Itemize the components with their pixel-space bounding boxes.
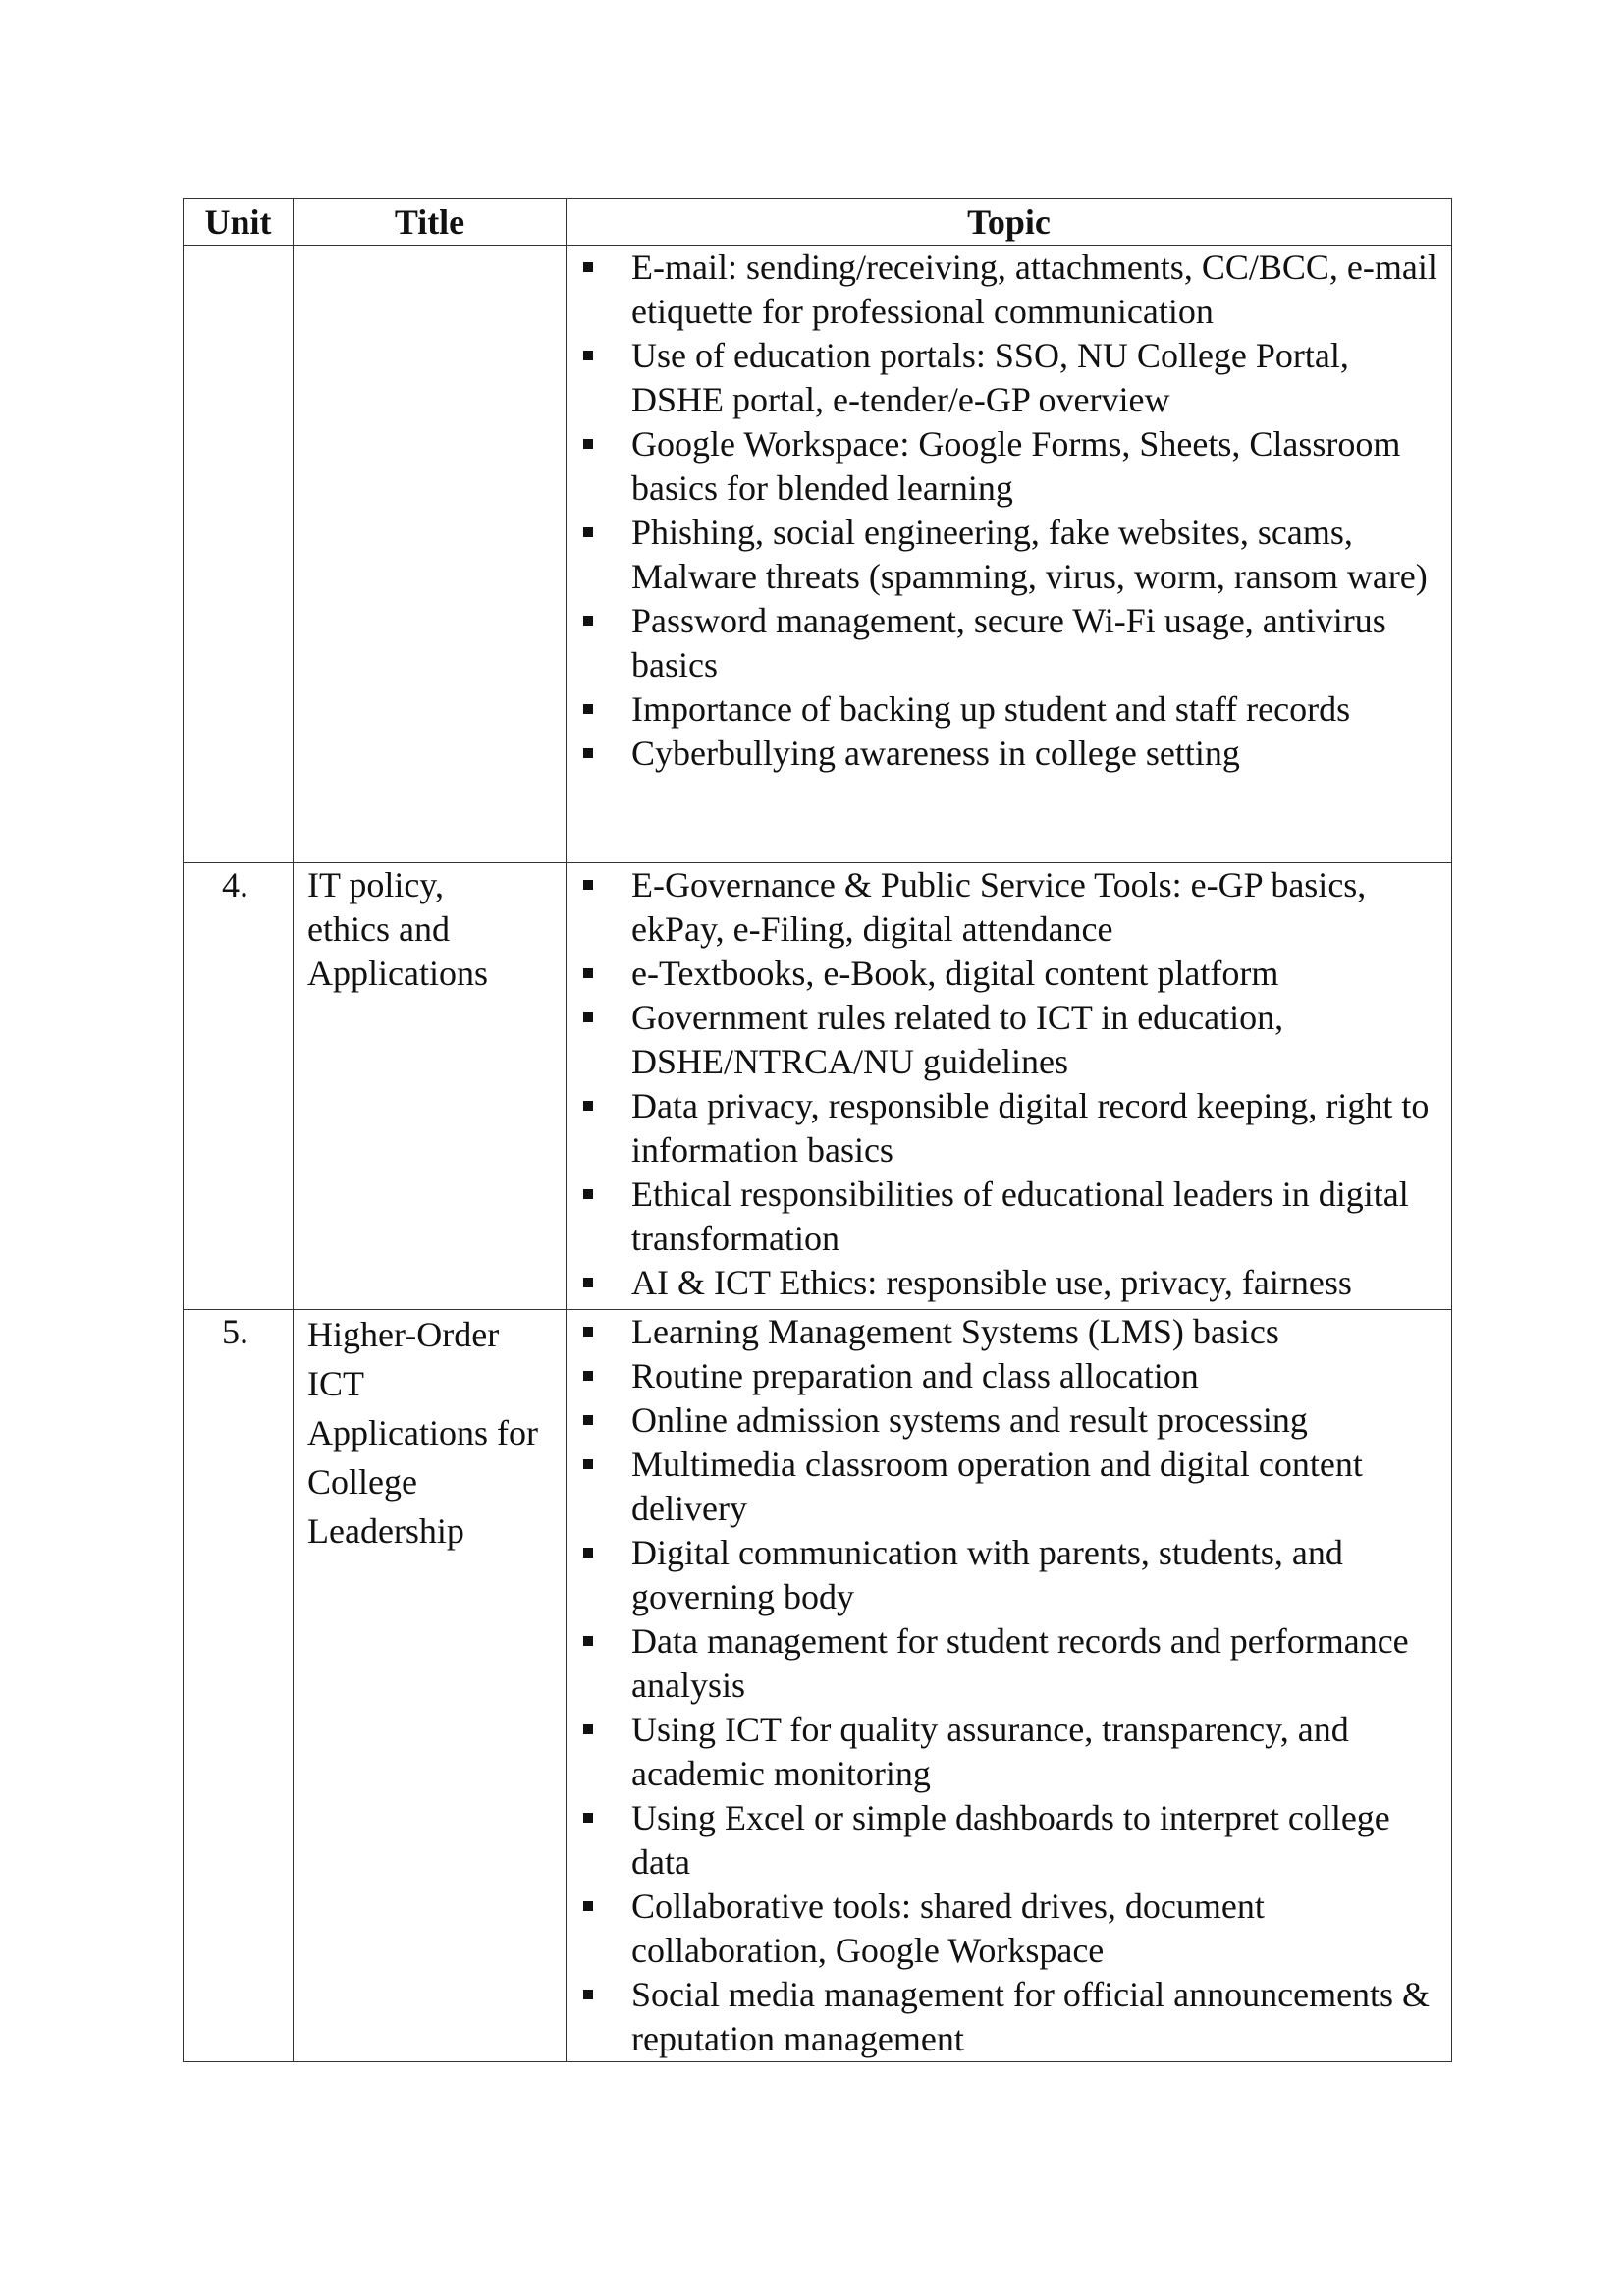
topic-cell [567,1310,1452,2062]
topic-item: Digital communication with parents, students, and governing body [567,1531,1441,1619]
topic-item: Password management, secure Wi-Fi usage, antivirus basics [567,599,1441,687]
header-title: Title [294,199,567,246]
unit-cell: 4. [184,863,294,1310]
title-line: ethics and [307,909,450,949]
table-row [184,1310,1452,2062]
topic-item: Multimedia classroom operation and digital content delivery [567,1443,1441,1531]
topic-item: Data management for student records and performance analysis [567,1619,1441,1708]
title-cell [294,863,567,1310]
topic-list [567,863,1441,1305]
header-unit: Unit [184,199,294,246]
header-row [184,199,1452,246]
title-line: ICT [307,1364,364,1403]
topic-item: Routine preparation and class allocation [567,1354,1441,1398]
topic-item: E-mail: sending/receiving, attachments, CC/BCC, e-mail etiquette for professional communication [567,246,1441,334]
topic-item: AI & ICT Ethics: responsible use, privacy, fairness [567,1261,1441,1305]
title-line: Applications [307,954,488,993]
title-cell [294,1310,567,2062]
header-topic: Topic [567,199,1452,246]
topic-item: Online admission systems and result processing [567,1398,1441,1443]
topic-item: Learning Management Systems (LMS) basics [567,1310,1441,1354]
topic-item: Data privacy, responsible digital record keeping, right to information basics [567,1084,1441,1173]
title-cell [294,246,567,863]
topic-item: Government rules related to ICT in education, DSHE/NTRCA/NU guidelines [567,996,1441,1084]
topic-item: Use of education portals: SSO, NU College Portal, DSHE portal, e-tender/e-GP overview [567,334,1441,422]
topic-cell [567,863,1452,1310]
table-row [184,246,1452,863]
topic-item: Google Workspace: Google Forms, Sheets, Classroom basics for blended learning [567,422,1441,511]
topic-list [567,246,1441,776]
topic-item: Collaborative tools: shared drives, document collaboration, Google Workspace [567,1885,1441,1973]
topic-item: Ethical responsibilities of educational leaders in digital transformation [567,1173,1441,1261]
topic-item: e-Textbooks, e-Book, digital content platform [567,952,1441,996]
title-line: College [307,1462,417,1502]
topic-item: Phishing, social engineering, fake websites, scams, Malware threats (spamming, virus, worm, ransom ware) [567,511,1441,599]
topic-item: Importance of backing up student and staff records [567,687,1441,732]
unit-cell: 5. [184,1310,294,2062]
unit-cell [184,246,294,863]
title-line: Applications for [307,1413,538,1452]
title-line: IT policy, [307,865,444,904]
topic-item: Cyberbullying awareness in college setting [567,732,1441,776]
table-row [184,863,1452,1310]
title-line: Leadership [307,1511,464,1551]
topic-item: Using Excel or simple dashboards to interpret college data [567,1796,1441,1885]
syllabus-table [183,198,1452,2062]
topic-item: Using ICT for quality assurance, transparency, and academic monitoring [567,1708,1441,1796]
topic-list [567,1310,1441,2061]
topic-cell [567,246,1452,863]
title-line: Higher-Order [307,1315,500,1354]
topic-item: Social media management for official announcements & reputation management [567,1973,1441,2061]
topic-item: E-Governance & Public Service Tools: e-GP basics, ekPay, e-Filing, digital attendance [567,863,1441,952]
